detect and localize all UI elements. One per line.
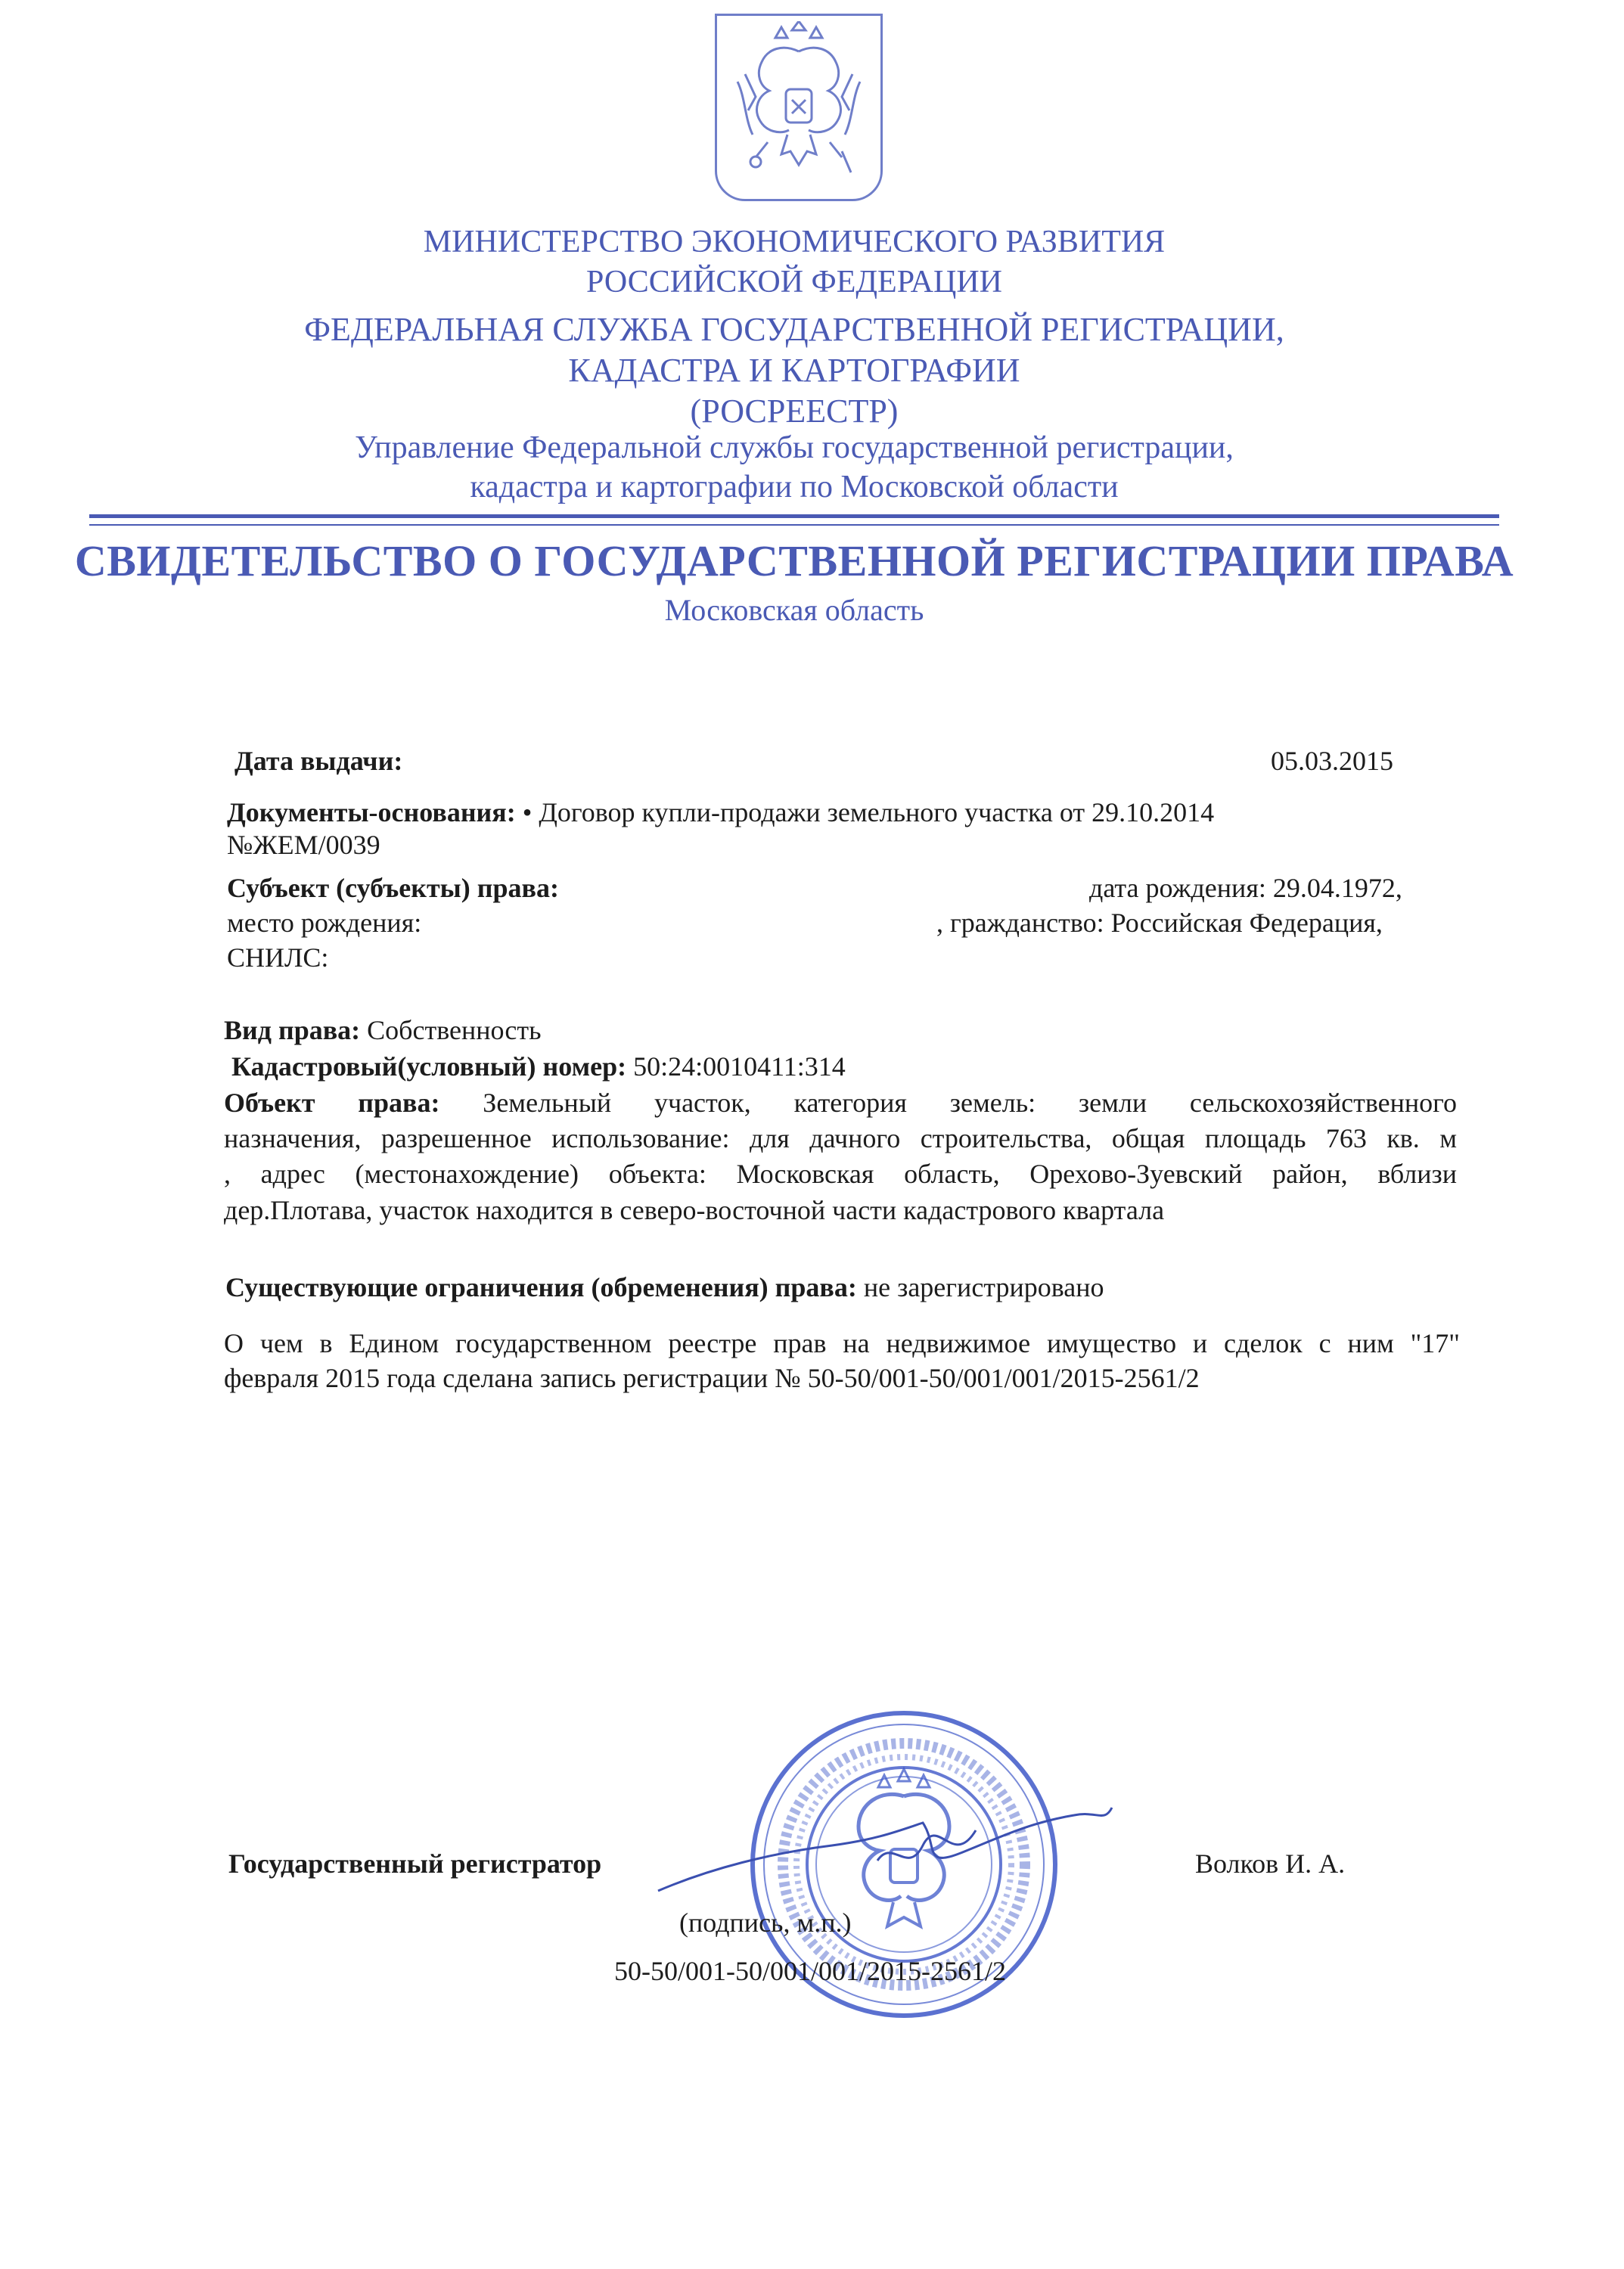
object-label: Объект права:	[224, 1088, 440, 1118]
object-row	[224, 1086, 1457, 1119]
documents-row	[227, 796, 1214, 829]
department-name-line2: кадастра и картографии по Московской области	[470, 470, 1119, 504]
right-type-value: Собственность	[367, 1015, 542, 1045]
double-headed-eagle-icon	[722, 21, 875, 194]
registrar-label: Государственный регистратор	[228, 1848, 602, 1879]
record-line1: О чем в Едином государственном реестре прав на недвижимое имущество и сделок с ним "17"	[224, 1328, 1460, 1358]
birth-date: дата рождения: 29.04.1972,	[1089, 873, 1402, 903]
service-name-line2: КАДАСТРА И КАРТОГРАФИИ	[568, 352, 1020, 389]
restrictions-value: не зарегистрировано	[863, 1272, 1104, 1302]
registrar-signature	[651, 1800, 1119, 1921]
cadastral-value: 50:24:0010411:314	[633, 1051, 846, 1082]
issue-date-value: 05.03.2015	[1271, 746, 1393, 776]
documents-value: • Договор купли-продажи земельного участка от 29.10.2014	[522, 797, 1215, 827]
issue-date-label: Дата выдачи:	[234, 746, 403, 776]
right-type-row	[224, 1013, 542, 1047]
restrictions-row	[225, 1271, 1104, 1304]
cadastral-row	[231, 1050, 846, 1083]
header-divider-thin	[89, 524, 1499, 526]
registration-record-number: 50-50/001-50/001/001/2015-2561/2	[614, 1956, 1006, 1986]
object-line4: дер.Плотава, участок находится в северо-восточной части кадастрового квартала	[224, 1195, 1165, 1225]
record-line2: февраля 2015 года сделана запись регистрации № 50-50/001-50/001/001/2015-2561/2	[224, 1363, 1200, 1393]
birth-place-label: место рождения:	[227, 908, 422, 938]
ministry-name-line1: МИНИСТЕРСТВО ЭКОНОМИЧЕСКОГО РАЗВИТИЯ	[423, 225, 1166, 259]
signature-caption: (подпись, м.п.)	[679, 1907, 852, 1938]
service-name-line1: ФЕДЕРАЛЬНАЯ СЛУЖБА ГОСУДАРСТВЕННОЙ РЕГИСТРАЦИИ,	[304, 311, 1284, 348]
documents-value-cont: №ЖЕМ/0039	[227, 830, 380, 860]
registrar-name: Волков И. А.	[1195, 1848, 1346, 1879]
header-divider-thick	[89, 514, 1499, 518]
service-name-line3: (РОСРЕЕСТР)	[690, 393, 899, 430]
ministry-name-line2: РОССИЙСКОЙ ФЕДЕРАЦИИ	[586, 265, 1002, 300]
right-type-label: Вид права:	[224, 1015, 361, 1045]
certificate-title: СВИДЕТЕЛЬСТВО О ГОСУДАРСТВЕННОЙ РЕГИСТРАЦИИ ПРАВА	[74, 536, 1514, 585]
certificate-region: Московская область	[664, 593, 924, 627]
citizenship: , гражданство: Российская Федерация,	[936, 908, 1383, 938]
object-line3: , адрес (местонахождение) объекта: Московская область, Орехово-Зуевский район, вблизи	[224, 1159, 1457, 1189]
cadastral-label: Кадастровый(условный) номер:	[231, 1051, 627, 1082]
documents-label: Документы-основания:	[227, 797, 516, 827]
object-line2: назначения, разрешенное использование: для дачного строительства, общая площадь 763 кв. м	[224, 1123, 1457, 1153]
subject-label: Субъект (субъекты) права:	[227, 873, 559, 903]
snils-label: СНИЛС:	[227, 942, 329, 973]
department-name-line1: Управление Федеральной службы государственной регистрации,	[355, 430, 1234, 465]
restrictions-label: Существующие ограничения (обременения) права:	[225, 1272, 857, 1302]
object-line1: Земельный участок, категория земель: земли сельскохозяйственного	[483, 1088, 1457, 1118]
